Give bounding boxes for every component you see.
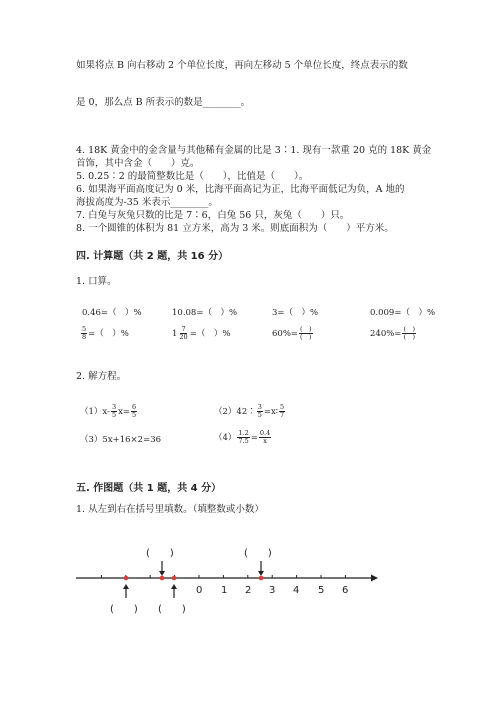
answer-blank-top-2: ( ) [244,548,272,559]
equation-heading: 2. 解方程。 [76,371,127,382]
answer-blank-bottom-1: ( ) [110,604,138,615]
problem-line-2: 是 0，那么点 B 所表示的数是________。 [76,97,251,108]
marked-point [259,576,264,581]
drawing-question: 1. 从左到右在括号里填数。（填整数或小数） [76,504,264,515]
equation-4 [214,430,272,445]
question-7: 7. 白兔与灰兔只数的比是 7∶6，白兔 56 只，灰兔（ ）只。 [76,210,350,221]
calc-item: 3=（ ）% [272,308,319,318]
answer-blank-bottom-2: ( ) [158,604,186,615]
tick-label: 4 [293,585,300,596]
answer-blank-top-1: ( ) [146,548,174,559]
tick-label: 2 [245,585,252,596]
question-5: 5. 0.25∶2 的最简整数比是（ ），比值是（ ）。 [76,171,309,182]
calc-item: 0.009=（ ）% [370,308,436,318]
equation-text: = [250,433,258,443]
tick-label: 0 [196,585,203,596]
question-6-line-1: 6. 如果海平面高度记为 0 米，比海平面高记为正，比海平面低记为负，A 地的 [76,184,405,195]
calc-head: 240%= [370,329,402,339]
calc-tail: =（ ）% [189,329,231,339]
up-arrow-icon [171,584,177,598]
fraction-denominator: 5 [132,411,137,419]
blank-denominator: ( ) [300,333,312,341]
fraction-numerator: 1.2 [238,429,249,437]
down-arrow-icon [258,561,264,576]
fraction-denominator: 5 [111,411,117,419]
question-4-line-2: 首饰，其中含金（ ）克。 [76,158,200,169]
calc-item-fraction [80,326,129,341]
equation-text: （4） [214,433,237,443]
calc-item-percent-60 [272,326,314,341]
calc-tail: =（ ）% [88,329,129,339]
fraction-denominator: x [263,437,267,445]
marked-point [172,576,177,581]
equation-text: （2）42∶ [214,407,256,417]
fraction-numerator: 0.4 [259,429,271,437]
fraction-denominator: 20 [179,333,188,341]
down-arrow-icon [159,561,165,576]
equation-3: （3）5x+16×2=36 [80,435,162,445]
up-arrow-icon [123,584,129,598]
equation-text: x= [118,407,130,417]
axis-arrowhead-icon [371,575,378,582]
calc-item-mixed [172,326,230,341]
blank-numerator: ( ) [403,325,416,333]
fraction-numerator: 3 [257,403,262,411]
equation-1 [80,404,138,419]
fraction-denominator: 8 [82,333,87,341]
blank-numerator: ( ) [300,325,312,333]
section-4-title: 四. 计算题（共 2 题，共 16 分） [76,251,229,262]
mixed-whole: 1 [172,329,178,339]
fraction-numerator: 3 [111,403,117,411]
equation-text: （1）x- [80,407,110,417]
fraction-numerator: 5 [280,403,285,411]
question-6-line-2: 海拔高度为-35 米表示________。 [76,197,218,208]
calc-item: 0.46=（ ）% [82,308,142,318]
problem-line-1: 如果将点 B 向右移动 2 个单位长度，再向左移动 5 个单位长度，终点表示的数 [76,60,408,71]
marked-point [160,576,165,581]
question-4-line-1: 4. 18K 黄金中的金含量与其他稀有金属的比是 3∶1. 现有一款重 20 克的 18K 黄金 [76,145,432,156]
calc-item: 10.08=（ ）% [172,308,238,318]
oral-calc-heading: 1. 口算。 [76,276,117,287]
equation-text: =x∶ [263,407,279,417]
tick-label: 5 [318,585,325,596]
tick-label: 6 [342,585,349,596]
fraction-denominator: 7 [280,411,285,419]
tick-label: 3 [269,585,276,596]
fraction-numerator: 7 [181,325,186,333]
number-line-figure [0,540,500,650]
tick-label: 1 [221,585,228,596]
calc-head: 60%= [272,329,299,339]
section-5-title: 五. 作图题（共 1 题，共 4 分） [76,483,222,494]
question-8: 8. 一个圆锥的体积为 81 立方米，高为 3 米。则底面积为（ ）平方米。 [76,223,394,234]
marked-point [124,576,129,581]
blank-denominator: ( ) [403,333,416,341]
fraction-denominator: 7.5 [238,437,249,445]
equation-2 [214,404,286,419]
fraction-numerator: 6 [132,403,137,411]
fraction-numerator: 5 [82,325,87,333]
fraction-denominator: 5 [257,411,262,419]
calc-item-percent-240 [370,326,417,341]
